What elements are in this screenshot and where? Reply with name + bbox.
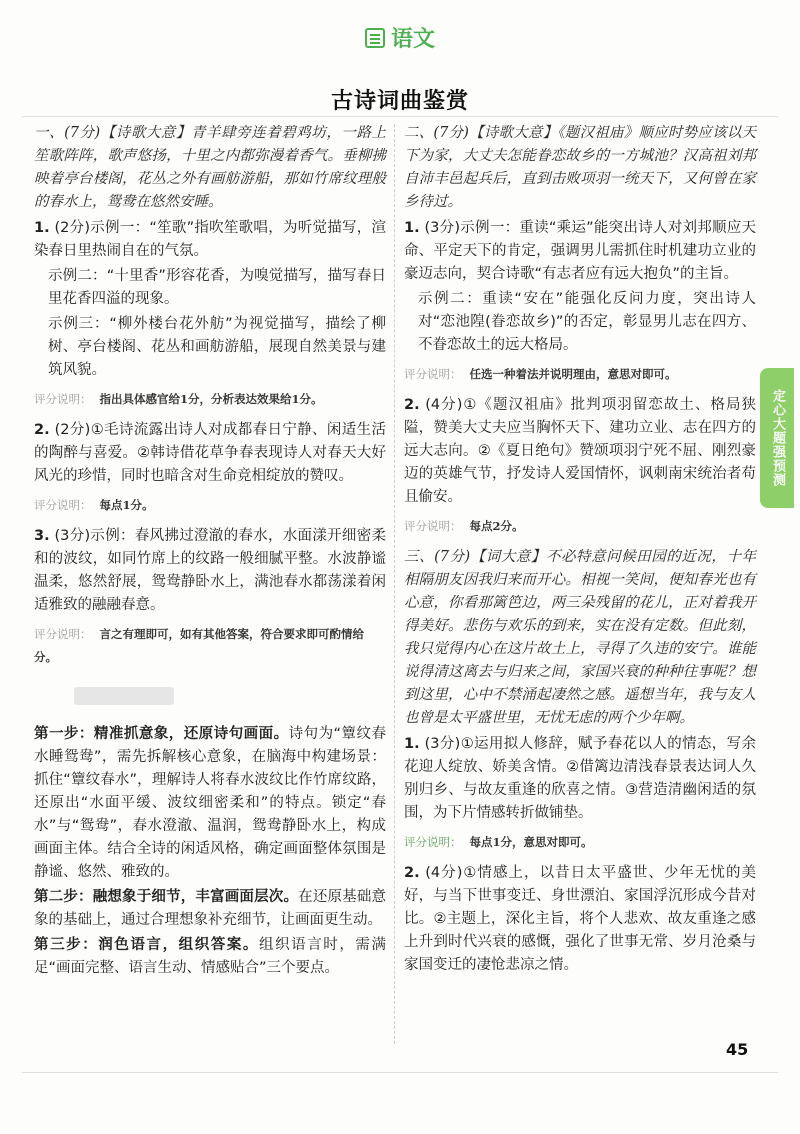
step-2 <box>34 886 386 932</box>
step-text: 组织语言时，需满足“画面完整、语言生动、情感贴合”三个要点。 <box>34 937 386 976</box>
answer-text: (4分)①《题汉祖庙》批判项羽留恋故土、格局狭隘，赞美大丈夫应当胸怀天下、建功立业、志在四方的远大志向。②《夏日绝句》赞颂项羽宁死不屈、刚烈豪迈的英雄气节，抒发诗人爱国情怀，讽刺南宋统治者苟且偷安。 <box>404 397 757 505</box>
divider <box>22 116 778 117</box>
divider <box>22 1072 778 1073</box>
q1-2 <box>34 419 386 488</box>
question-number: 1. <box>404 220 420 236</box>
question-number: 1. <box>404 736 420 752</box>
q1-intro: 一、(7分)【诗歌大意】青羊肆旁连着碧鸡坊，一路上笙歌阵阵，歌声悠扬，十里之内都弥漫着香气。垂柳拂映着亭台楼阁，花丛之外有画舫游船，那如竹席纹理般的春水上，鸳鸯在悠然安睡。 <box>34 125 386 210</box>
answer-text: (3分)①运用拟人修辞，赋予春花以人的情态，写余花迎人绽放、娇美含情。②借篱边清浅春景表达词人久别归乡、与故友重逢的欣喜之情。③营造清幽闲适的氛围，为下片情感转折做铺垫。 <box>404 736 756 821</box>
q3-intro: 三、(7分)【词大意】不必特意问候田园的近况，十年相隔朋友因我归来而开心。相视一笑间，便知春光也有心意，你看那篱笆边，两三朵残留的花儿，正对着我开得美好。悲伤与欢乐的到来，实在没有定数。但此刻，我只觉得内心在这片故土上，寻得了久违的安宁。谁能说得清这离去与归来之间，家国兴衰的种种往事呢？想到这里，心中不禁涌起凄然之感。遥想当年，我与友人也曾是太平盛世里，无忧无虑的两个少年啊。 <box>404 549 756 726</box>
q2-1-example-2: 示例二：重读“安在”能强化反问力度，突出诗人对“恋池隍(眷恋故乡)”的否定，彰显男儿志在四方、不眷恋故土的远大格局。 <box>418 291 756 353</box>
side-section-tab: 定心大题强预测 <box>760 368 794 508</box>
subject-badge <box>365 22 435 53</box>
q1-3 <box>34 525 386 617</box>
scoring-note <box>404 363 756 386</box>
question-number: 3. <box>34 528 50 544</box>
q3-1 <box>404 733 756 825</box>
column-divider <box>394 124 395 1044</box>
q1-1-example-3: 示例三：“柳外楼台花外舫”为视觉描写，描绘了柳树、亭台楼阁、花丛和画舫游船，展现自然美景与建筑风貌。 <box>48 316 386 378</box>
scoring-note <box>34 623 386 669</box>
step-1 <box>34 723 386 884</box>
q1-1-example-2: 示例二：“十里香”形容花香，为嗅觉描写，描写春日里花香四溢的现象。 <box>48 268 386 307</box>
note-tag: 评分说明： <box>34 627 92 641</box>
question-number: 2. <box>404 865 420 881</box>
section-tag-placeholder <box>74 687 174 705</box>
answer-text: (3分)示例：春风拂过澄澈的春水，水面漾开细密柔和的波纹，如同竹席上的纹路一般细腻平整。水波静谧温柔，悠然舒展，鸳鸯静卧水上，满池春水都荡漾着闲适雅致的融融春意。 <box>34 528 386 613</box>
subject-label: 语文 <box>390 27 435 52</box>
left-column <box>34 122 386 982</box>
scoring-note <box>34 494 386 517</box>
scoring-note <box>404 831 756 854</box>
scoring-note <box>34 388 386 411</box>
question-number: 2. <box>34 422 50 438</box>
step-text: 诗句为“簟纹春水睡鸳鸯”，需先拆解核心意象，在脑海中构建场景：抓住“簟纹春水”，理解诗人将春水波纹比作竹席纹路，还原出“水面平缓、波纹细密柔和”的特点。锁定“春水”与“鸳鸯”，春水澄澈、温润，鸳鸯静卧水上，构成画面主体。结合全诗的闲适风格，确定画面整体氛围是静谧、悠然、雅致的。 <box>34 726 387 880</box>
right-column <box>404 122 756 979</box>
step-text: 在还原基础意象的基础上，通过合理想象补充细节，让画面更生动。 <box>34 889 387 928</box>
step-title: 第三步：润色语言，组织答案。 <box>34 937 259 953</box>
q2-1 <box>404 217 756 286</box>
note-text: 言之有理即可，如有其他答案，符合要求即可酌情给分。 <box>34 627 365 664</box>
q2-2 <box>404 394 756 509</box>
note-tag: 评分说明： <box>404 367 462 381</box>
note-tag: 评分说明： <box>34 392 92 406</box>
step-title: 第一步：精准抓意象，还原诗句画面。 <box>34 726 289 742</box>
note-text: 每点2分。 <box>469 519 524 533</box>
note-tag: 评分说明： <box>404 519 462 533</box>
document-icon <box>365 28 385 48</box>
page-title: 古诗词曲鉴赏 <box>330 89 469 114</box>
scoring-note <box>404 515 756 538</box>
note-tag: 评分说明： <box>34 498 92 512</box>
question-number: 1. <box>34 220 50 236</box>
q1-1 <box>34 217 386 263</box>
page-header <box>0 22 800 53</box>
answer-text: (3分)示例一：重读“乘运”能突出诗人对刘邦顺应天命、平定天下的肯定，强调男儿需抓住时机建功立业的豪迈志向，契合诗歌“有志者应有远大抱负”的主旨。 <box>404 220 757 282</box>
note-tag: 评分说明： <box>404 835 462 849</box>
question-number: 2. <box>404 397 420 413</box>
q3-2 <box>404 862 756 977</box>
q2-intro: 二、(7分)【诗歌大意】《题汉祖庙》顺应时势应该以天下为家，大丈夫怎能眷恋故乡的一方城池？汉高祖刘邦自沛丰邑起兵后，直到击败项羽一统天下，又何曾在家乡待过。 <box>404 125 756 210</box>
answer-text: (2分)示例一：“笙歌”指吹笙歌唱，为听觉描写，渲染春日里热闹自在的气氛。 <box>34 220 387 259</box>
note-text: 每点1分，意思对即可。 <box>469 835 593 849</box>
answer-text: (4分)①情感上，以昔日太平盛世、少年无忧的美好，与当下世事变迁、身世漂泊、家国浮沉形成今昔对比。②主题上，深化主旨，将个人悲欢、故友重逢之感上升到时代兴衰的感慨，强化了世事无常、岁月沧桑与家国变迁的凄怆悲凉之情。 <box>404 865 757 973</box>
note-text: 指出具体感官给1分，分析表达效果给1分。 <box>99 392 323 406</box>
step-3 <box>34 934 386 980</box>
page-number: 45 <box>726 1040 749 1059</box>
note-text: 每点1分。 <box>99 498 154 512</box>
note-text: 任选一种着法并说明理由，意思对即可。 <box>469 367 677 381</box>
answer-text: (2分)①毛诗流露出诗人对成都春日宁静、闲适生活的陶醉与喜爱。②韩诗借花草争春表现诗人对春天大好风光的珍惜，同时也暗含对生命竞相绽放的赞叹。 <box>34 422 386 484</box>
step-title: 第二步：融想象于细节，丰富画面层次。 <box>34 889 299 905</box>
